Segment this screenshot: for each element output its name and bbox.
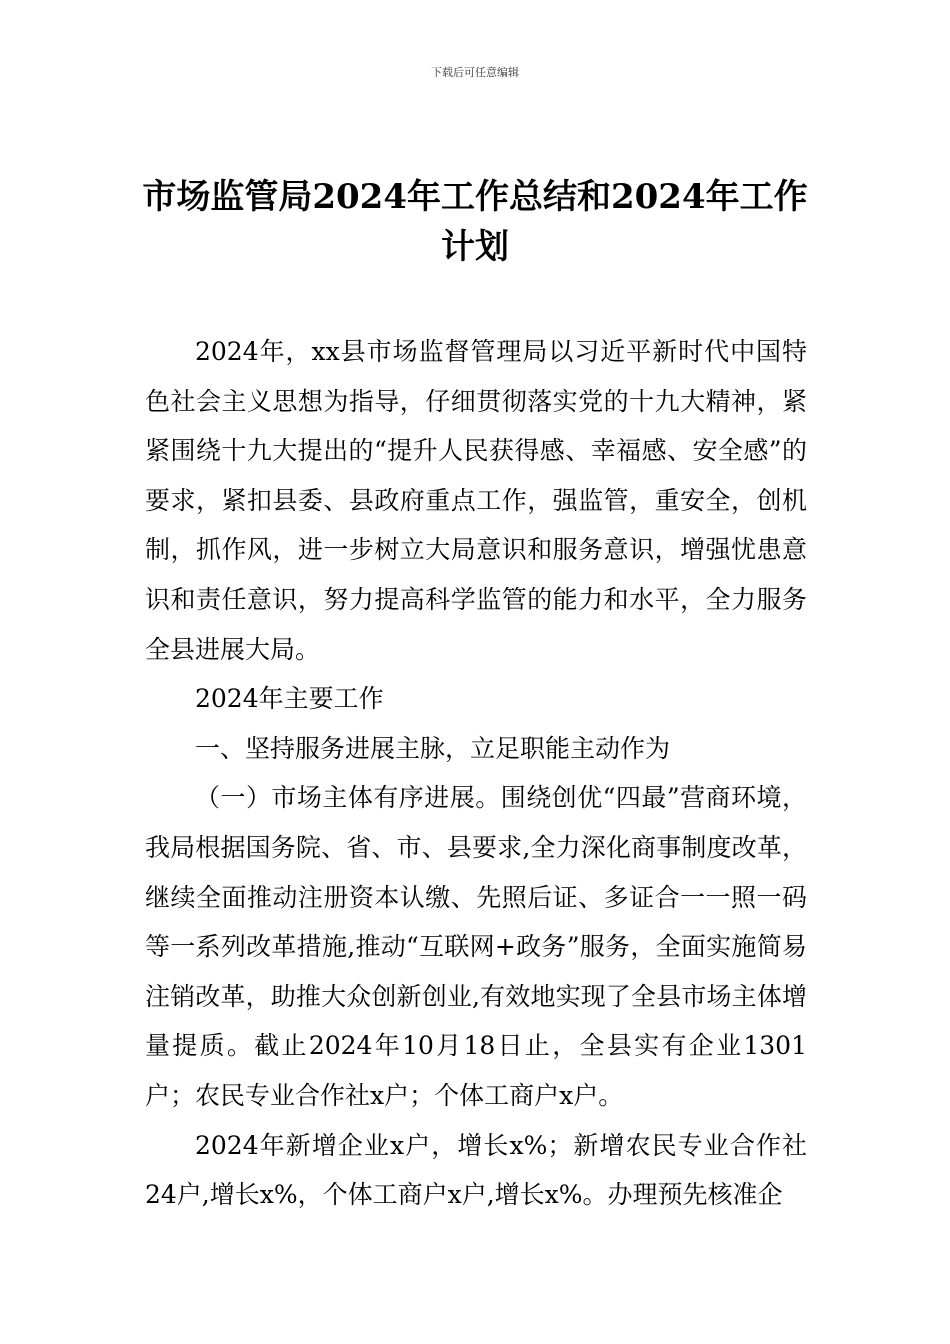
document-title: 市场监管局2024年工作总结和2024年工作计划 xyxy=(142,177,808,267)
document-body xyxy=(145,327,807,1220)
section-heading-one: 一、坚持服务进展主脉，立足职能主动作为 xyxy=(195,733,671,763)
paragraph-market-entities: （一）市场主体有序进展。围绕创优“四最”营商环境，我局根据国务院、省、市、县要求,全力深化商事制度改革，继续全面推动注册资本认缴、先照后证、多证合一一照一码等一系列改革措施,推动“互联网+政务”服务，全面实施简易注销改革，助推大众创新创业,有效地实现了全县市场主体增量提质。截止2024年10月18日止，全县实有企业1301户；农民专业合作社x户；个体工商户x户。 xyxy=(145,783,807,1110)
paragraph-intro: 2024年，xx县市场监督管理局以习近平新时代中国特色社会主义思想为指导，仔细贯彻落实党的十九大精神，紧紧围绕十九大提出的“提升人民获得感、幸福感、安全感”的要求，紧扣县委、县政府重点工作，强监管，重安全，创机制，抓作风，进一步树立大局意识和服务意识，增强忧患意识和责任意识，努力提高科学监管的能力和水平，全力服务全县进展大局。 xyxy=(145,337,807,664)
section-heading-main-work: 2024年主要工作 xyxy=(195,684,384,714)
paragraph-new-entities: 2024年新增企业x户，增长x%；新增农民专业合作社24户,增长x%，个体工商户x户,增长x%。办理预先核准企 xyxy=(145,1130,807,1210)
header-note: 下载后可任意编辑 xyxy=(431,66,519,79)
